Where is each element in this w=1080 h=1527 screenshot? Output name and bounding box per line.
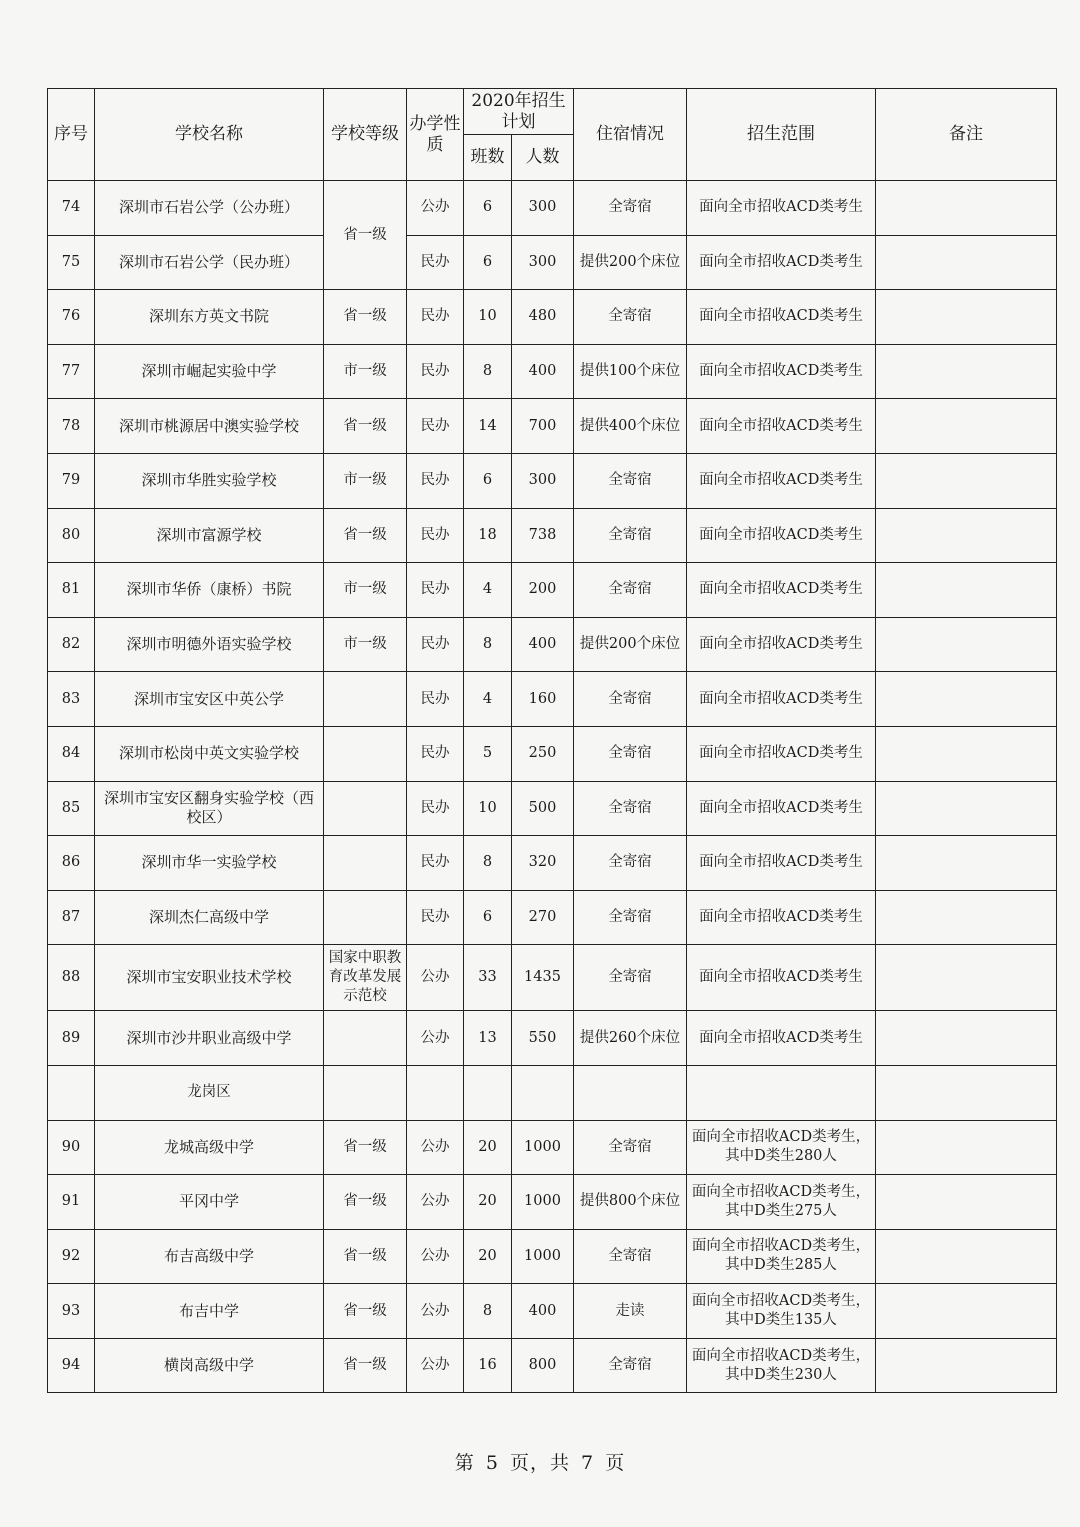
- cell-remarks: [876, 563, 1057, 618]
- cell-school-level: 省一级: [324, 1229, 407, 1284]
- cell-remarks: [876, 1229, 1057, 1284]
- cell-boarding: 提供260个床位: [574, 1011, 687, 1066]
- cell-students: 160: [512, 672, 574, 727]
- cell-school-name: 深圳市明德外语实验学校: [95, 617, 324, 672]
- cell-nature: 民办: [407, 726, 464, 781]
- cell-scope: 面向全市招收ACD类考生: [687, 1011, 876, 1066]
- cell-scope: 面向全市招收ACD类考生，其中D类生135人: [687, 1284, 876, 1339]
- cell-nature: 公办: [407, 1338, 464, 1393]
- cell-classes: 20: [464, 1229, 512, 1284]
- table-row: [48, 945, 1057, 1011]
- cell-seq: 75: [48, 235, 95, 290]
- cell-seq: 87: [48, 890, 95, 945]
- cell-scope: 面向全市招收ACD类考生，其中D类生280人: [687, 1120, 876, 1175]
- header-school-name: 学校名称: [95, 89, 324, 181]
- cell-students: 270: [512, 890, 574, 945]
- cell-boarding: 全寄宿: [574, 563, 687, 618]
- cell-classes: 14: [464, 399, 512, 454]
- cell-remarks: [876, 672, 1057, 727]
- cell-scope: 面向全市招收ACD类考生，其中D类生230人: [687, 1338, 876, 1393]
- table-row: [48, 726, 1057, 781]
- cell-remarks: [876, 181, 1057, 236]
- cell-boarding: 提供200个床位: [574, 617, 687, 672]
- cell-students: 500: [512, 781, 574, 836]
- cell-scope: 面向全市招收ACD类考生: [687, 617, 876, 672]
- cell-school-level: [324, 836, 407, 891]
- cell-remarks: [876, 453, 1057, 508]
- cell-students: 1000: [512, 1120, 574, 1175]
- table-row: [48, 235, 1057, 290]
- cell-students: 320: [512, 836, 574, 891]
- cell-school-name: 深圳市松岗中英文实验学校: [95, 726, 324, 781]
- header-plan: 2020年招生计划: [464, 89, 574, 135]
- cell-seq: 89: [48, 1011, 95, 1066]
- cell-nature: 民办: [407, 453, 464, 508]
- cell-school-name: 横岗高级中学: [95, 1338, 324, 1393]
- table-row: [48, 1175, 1057, 1230]
- cell-boarding: 全寄宿: [574, 1120, 687, 1175]
- table-row: [48, 781, 1057, 836]
- cell-classes: 10: [464, 290, 512, 345]
- table-row: [48, 890, 1057, 945]
- empty-cell: [324, 1065, 407, 1120]
- cell-scope: 面向全市招收ACD类考生: [687, 290, 876, 345]
- cell-school-level: 市一级: [324, 453, 407, 508]
- cell-scope: 面向全市招收ACD类考生: [687, 344, 876, 399]
- cell-school-level: 省一级: [324, 1284, 407, 1339]
- cell-scope: 面向全市招收ACD类考生: [687, 945, 876, 1011]
- cell-nature: 民办: [407, 563, 464, 618]
- cell-scope: 面向全市招收ACD类考生: [687, 508, 876, 563]
- cell-boarding: 全寄宿: [574, 945, 687, 1011]
- table-body: [48, 181, 1057, 1393]
- cell-school-name: 深圳市石岩公学（民办班）: [95, 235, 324, 290]
- cell-classes: 10: [464, 781, 512, 836]
- cell-seq: 83: [48, 672, 95, 727]
- cell-scope: 面向全市招收ACD类考生: [687, 781, 876, 836]
- table-row: [48, 1229, 1057, 1284]
- cell-seq: 88: [48, 945, 95, 1011]
- table-row: [48, 1338, 1057, 1393]
- district-heading: 龙岗区: [95, 1065, 324, 1120]
- cell-classes: 20: [464, 1175, 512, 1230]
- cell-boarding: 提供200个床位: [574, 235, 687, 290]
- cell-students: 1000: [512, 1175, 574, 1230]
- cell-scope: 面向全市招收ACD类考生: [687, 672, 876, 727]
- cell-boarding: 提供800个床位: [574, 1175, 687, 1230]
- cell-seq: 79: [48, 453, 95, 508]
- cell-school-name: 深圳市宝安职业技术学校: [95, 945, 324, 1011]
- cell-nature: 公办: [407, 945, 464, 1011]
- cell-boarding: 全寄宿: [574, 890, 687, 945]
- cell-school-level: 省一级: [324, 290, 407, 345]
- header-classes: 班数: [464, 135, 512, 181]
- cell-seq: 82: [48, 617, 95, 672]
- table-row: [48, 1120, 1057, 1175]
- header-remarks: 备注: [876, 89, 1057, 181]
- cell-nature: 民办: [407, 235, 464, 290]
- cell-classes: 6: [464, 181, 512, 236]
- header-nature: 办学性质: [407, 89, 464, 181]
- cell-school-name: 龙城高级中学: [95, 1120, 324, 1175]
- cell-nature: 民办: [407, 836, 464, 891]
- cell-nature: 民办: [407, 617, 464, 672]
- table-row: [48, 453, 1057, 508]
- cell-school-name: 深圳市宝安区中英公学: [95, 672, 324, 727]
- header-school-level: 学校等级: [324, 89, 407, 181]
- table-row: [48, 1284, 1057, 1339]
- cell-classes: 8: [464, 1284, 512, 1339]
- cell-remarks: [876, 1284, 1057, 1339]
- cell-school-name: 深圳市石岩公学（公办班）: [95, 181, 324, 236]
- cell-nature: 民办: [407, 344, 464, 399]
- header-boarding: 住宿情况: [574, 89, 687, 181]
- table-row: [48, 508, 1057, 563]
- cell-seq: 86: [48, 836, 95, 891]
- cell-school-level: 省一级: [324, 399, 407, 454]
- cell-classes: 8: [464, 617, 512, 672]
- empty-cell: [574, 1065, 687, 1120]
- cell-remarks: [876, 726, 1057, 781]
- cell-nature: 公办: [407, 181, 464, 236]
- cell-remarks: [876, 781, 1057, 836]
- header-seq: 序号: [48, 89, 95, 181]
- cell-students: 300: [512, 181, 574, 236]
- cell-boarding: 全寄宿: [574, 726, 687, 781]
- empty-cell: [464, 1065, 512, 1120]
- cell-seq: 78: [48, 399, 95, 454]
- cell-students: 550: [512, 1011, 574, 1066]
- cell-scope: 面向全市招收ACD类考生: [687, 890, 876, 945]
- cell-classes: 18: [464, 508, 512, 563]
- cell-remarks: [876, 399, 1057, 454]
- cell-classes: 13: [464, 1011, 512, 1066]
- district-row: [48, 1065, 1057, 1120]
- cell-seq: 80: [48, 508, 95, 563]
- cell-seq: 92: [48, 1229, 95, 1284]
- table-row: [48, 1011, 1057, 1066]
- cell-school-level: 国家中职教育改革发展示范校: [324, 945, 407, 1011]
- cell-school-name: 深圳市富源学校: [95, 508, 324, 563]
- cell-nature: 民办: [407, 672, 464, 727]
- cell-classes: 33: [464, 945, 512, 1011]
- cell-classes: 8: [464, 344, 512, 399]
- cell-remarks: [876, 890, 1057, 945]
- cell-seq: 81: [48, 563, 95, 618]
- cell-students: 300: [512, 235, 574, 290]
- cell-school-name: 深圳市崛起实验中学: [95, 344, 324, 399]
- cell-remarks: [876, 945, 1057, 1011]
- table-row: [48, 399, 1057, 454]
- cell-school-level: [324, 1011, 407, 1066]
- cell-remarks: [876, 1175, 1057, 1230]
- cell-scope: 面向全市招收ACD类考生，其中D类生275人: [687, 1175, 876, 1230]
- cell-school-name: 深圳市沙井职业高级中学: [95, 1011, 324, 1066]
- cell-classes: 6: [464, 453, 512, 508]
- cell-school-name: 深圳市宝安区翻身实验学校（西校区）: [95, 781, 324, 836]
- cell-boarding: 全寄宿: [574, 836, 687, 891]
- cell-scope: 面向全市招收ACD类考生: [687, 181, 876, 236]
- cell-school-level: 市一级: [324, 344, 407, 399]
- cell-students: 1435: [512, 945, 574, 1011]
- cell-seq: 93: [48, 1284, 95, 1339]
- cell-school-name: 深圳市华一实验学校: [95, 836, 324, 891]
- cell-remarks: [876, 1011, 1057, 1066]
- cell-remarks: [876, 1338, 1057, 1393]
- cell-classes: 5: [464, 726, 512, 781]
- cell-boarding: 提供400个床位: [574, 399, 687, 454]
- cell-school-level: 省一级: [324, 1120, 407, 1175]
- cell-remarks: [876, 344, 1057, 399]
- cell-students: 400: [512, 1284, 574, 1339]
- cell-scope: 面向全市招收ACD类考生: [687, 563, 876, 618]
- cell-classes: 16: [464, 1338, 512, 1393]
- footer-total-pages: 7: [581, 1452, 595, 1474]
- cell-boarding: 全寄宿: [574, 290, 687, 345]
- cell-students: 480: [512, 290, 574, 345]
- cell-classes: 8: [464, 836, 512, 891]
- cell-boarding: 提供100个床位: [574, 344, 687, 399]
- table-row: [48, 181, 1057, 236]
- empty-cell: [512, 1065, 574, 1120]
- table-row: [48, 672, 1057, 727]
- cell-school-level: 省一级: [324, 1338, 407, 1393]
- header-students: 人数: [512, 135, 574, 181]
- cell-remarks: [876, 1120, 1057, 1175]
- cell-boarding: 走读: [574, 1284, 687, 1339]
- cell-school-level: 省一级: [324, 508, 407, 563]
- cell-classes: 6: [464, 235, 512, 290]
- cell-scope: 面向全市招收ACD类考生: [687, 836, 876, 891]
- cell-students: 800: [512, 1338, 574, 1393]
- cell-seq: 90: [48, 1120, 95, 1175]
- cell-students: 250: [512, 726, 574, 781]
- cell-boarding: 全寄宿: [574, 781, 687, 836]
- empty-cell: [687, 1065, 876, 1120]
- cell-scope: 面向全市招收ACD类考生: [687, 399, 876, 454]
- cell-school-level: [324, 672, 407, 727]
- cell-boarding: 全寄宿: [574, 181, 687, 236]
- cell-school-level: [324, 890, 407, 945]
- cell-scope: 面向全市招收ACD类考生: [687, 235, 876, 290]
- cell-students: 1000: [512, 1229, 574, 1284]
- cell-seq: 76: [48, 290, 95, 345]
- cell-school-level: 省一级: [324, 1175, 407, 1230]
- cell-school-name: 深圳市华胜实验学校: [95, 453, 324, 508]
- cell-scope: 面向全市招收ACD类考生: [687, 726, 876, 781]
- cell-boarding: 全寄宿: [574, 672, 687, 727]
- cell-school-name: 深圳杰仁高级中学: [95, 890, 324, 945]
- cell-school-level: 市一级: [324, 563, 407, 618]
- cell-students: 300: [512, 453, 574, 508]
- cell-classes: 6: [464, 890, 512, 945]
- cell-nature: 公办: [407, 1229, 464, 1284]
- cell-boarding: 全寄宿: [574, 453, 687, 508]
- cell-remarks: [876, 617, 1057, 672]
- cell-school-level: 省一级: [324, 181, 407, 290]
- empty-cell: [48, 1065, 95, 1120]
- cell-classes: 20: [464, 1120, 512, 1175]
- cell-nature: 公办: [407, 1284, 464, 1339]
- cell-remarks: [876, 508, 1057, 563]
- cell-school-name: 深圳东方英文书院: [95, 290, 324, 345]
- cell-seq: 91: [48, 1175, 95, 1230]
- cell-remarks: [876, 290, 1057, 345]
- cell-school-name: 布吉中学: [95, 1284, 324, 1339]
- cell-boarding: 全寄宿: [574, 1338, 687, 1393]
- cell-school-name: 平冈中学: [95, 1175, 324, 1230]
- cell-classes: 4: [464, 672, 512, 727]
- cell-students: 700: [512, 399, 574, 454]
- cell-school-level: 市一级: [324, 617, 407, 672]
- cell-nature: 民办: [407, 781, 464, 836]
- cell-nature: 公办: [407, 1120, 464, 1175]
- cell-nature: 公办: [407, 1011, 464, 1066]
- table-row: [48, 344, 1057, 399]
- cell-scope: 面向全市招收ACD类考生，其中D类生285人: [687, 1229, 876, 1284]
- cell-seq: 74: [48, 181, 95, 236]
- cell-remarks: [876, 836, 1057, 891]
- footer-page-number: 5: [485, 1452, 499, 1474]
- cell-school-level: [324, 726, 407, 781]
- footer-prefix: 第: [454, 1452, 475, 1474]
- cell-seq: 85: [48, 781, 95, 836]
- cell-nature: 民办: [407, 508, 464, 563]
- cell-nature: 公办: [407, 1175, 464, 1230]
- cell-nature: 民办: [407, 290, 464, 345]
- cell-school-name: 深圳市华侨（康桥）书院: [95, 563, 324, 618]
- cell-nature: 民办: [407, 890, 464, 945]
- cell-boarding: 全寄宿: [574, 508, 687, 563]
- cell-school-level: [324, 781, 407, 836]
- table-row: [48, 617, 1057, 672]
- header-scope: 招生范围: [687, 89, 876, 181]
- cell-classes: 4: [464, 563, 512, 618]
- cell-boarding: 全寄宿: [574, 1229, 687, 1284]
- cell-students: 200: [512, 563, 574, 618]
- cell-nature: 民办: [407, 399, 464, 454]
- table-row: [48, 563, 1057, 618]
- enrollment-table-sheet: [47, 88, 1057, 1393]
- cell-scope: 面向全市招收ACD类考生: [687, 453, 876, 508]
- footer-suffix: 页: [605, 1452, 626, 1474]
- cell-students: 400: [512, 617, 574, 672]
- table-row: [48, 290, 1057, 345]
- cell-seq: 94: [48, 1338, 95, 1393]
- empty-cell: [407, 1065, 464, 1120]
- cell-students: 738: [512, 508, 574, 563]
- cell-school-name: 深圳市桃源居中澳实验学校: [95, 399, 324, 454]
- page-footer: [0, 1448, 1080, 1475]
- cell-seq: 84: [48, 726, 95, 781]
- cell-school-name: 布吉高级中学: [95, 1229, 324, 1284]
- cell-seq: 77: [48, 344, 95, 399]
- table-row: [48, 836, 1057, 891]
- enrollment-table: [47, 88, 1057, 1393]
- empty-cell: [876, 1065, 1057, 1120]
- footer-middle: 页，共: [509, 1452, 570, 1474]
- cell-remarks: [876, 235, 1057, 290]
- cell-students: 400: [512, 344, 574, 399]
